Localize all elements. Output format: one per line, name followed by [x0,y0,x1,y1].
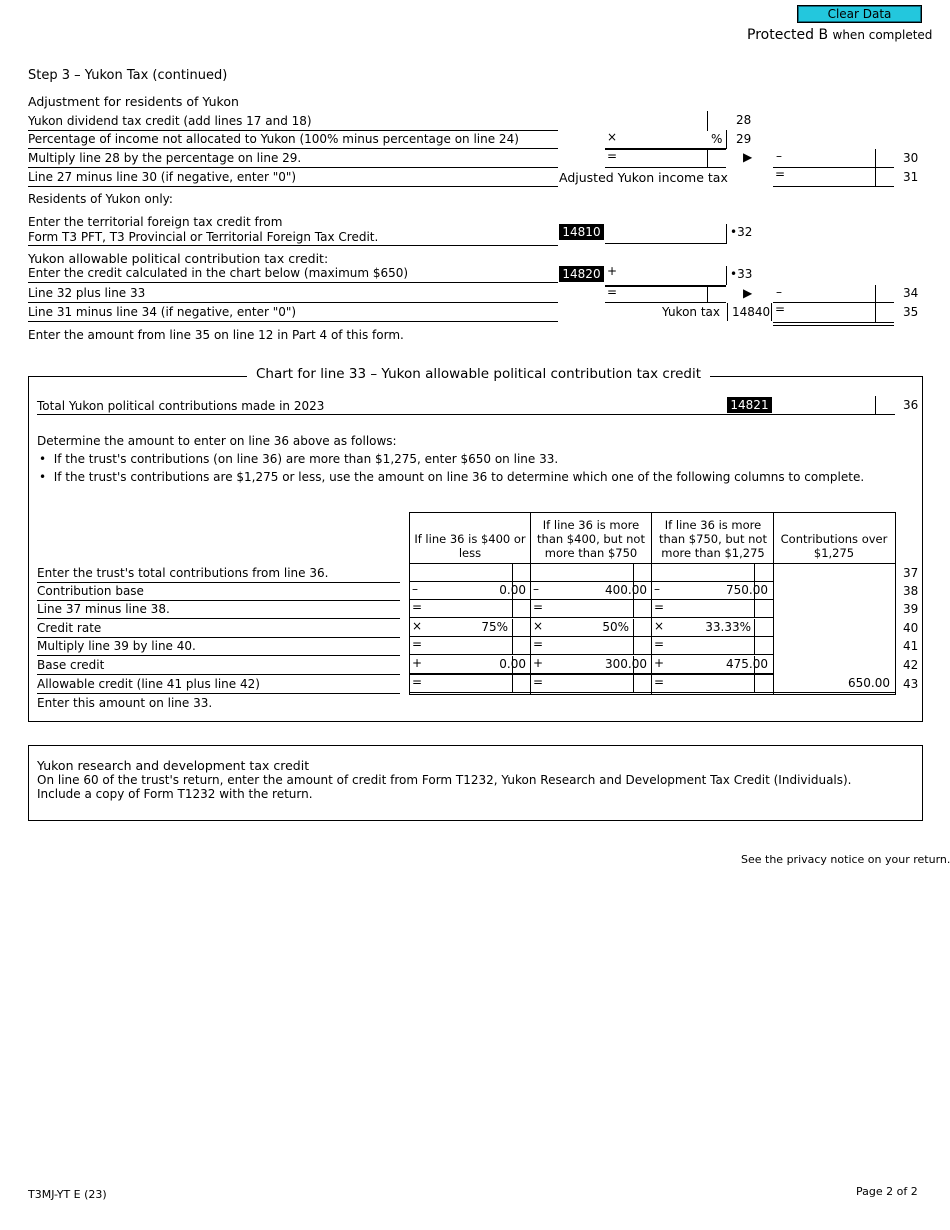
row-label-42: Base credit [37,658,105,672]
line-31-num: 31 [903,170,919,184]
line-33-input[interactable] [620,266,724,284]
line-35-label: Line 31 minus line 34 (if negative, enter "0") [28,305,297,319]
line-35-input[interactable] [790,304,874,321]
row-num-43: 43 [903,677,919,691]
row-38-value-1[interactable]: 0.00 [499,583,526,597]
row-42-op-2: + [533,656,544,670]
political-contribution-heading: Yukon allowable political contribution tax credit: [28,251,329,266]
line-29-input[interactable] [620,131,706,148]
row-41-op-3: = [654,637,665,651]
line-30-op: = [607,149,618,163]
col-header-3: If line 36 is more than $750, but not more than $1,275 [659,518,767,560]
row-num-37: 37 [903,566,919,580]
row-43-op-1: = [412,675,423,689]
row-39-op-2: = [533,600,544,614]
rd-title: Yukon research and development tax credit [37,758,310,773]
col-header-1: If line 36 is $400 or less [414,532,526,560]
bullet-1: • If the trust's contributions (on line 36) are more than $1,275, enter $650 on line 33. [39,452,559,466]
row-40-op-1: × [412,619,423,633]
row-label-39: Line 37 minus line 38. [37,602,170,616]
line-32-input[interactable] [606,224,724,242]
line-35-num: 35 [903,305,919,319]
line-29-label: Percentage of income not allocated to Yukon (100% minus percentage on line 24) [28,132,519,146]
row-40-value-1[interactable]: 75% [481,620,508,634]
determine-text: Determine the amount to enter on line 36 above as follows: [37,434,397,448]
line-31-label: Line 27 minus line 30 (if negative, enter "0") [28,170,297,184]
line-36-code: 14821 [727,397,772,413]
row-num-41: 41 [903,639,919,653]
row-num-42: 42 [903,658,919,672]
adjustment-heading: Adjustment for residents of Yukon [28,94,239,109]
line-29-op: × [607,130,618,144]
col-header-4: Contributions over $1,275 [780,532,888,560]
line-30-label: Multiply line 28 by the percentage on line 29. [28,151,302,165]
row-41-op-2: = [533,637,544,651]
line-30-input[interactable] [790,149,874,167]
row-38-value-3[interactable]: 750.00 [726,583,768,597]
row-40-value-2[interactable]: 50% [602,620,629,634]
protected-b-text: Protected B [747,27,829,43]
line-36-input[interactable] [774,396,874,414]
row-38-op-2: – [533,582,539,596]
line-34-input[interactable] [790,285,874,302]
row-42-value-2[interactable]: 300.00 [605,657,647,671]
line-33-num: •33 [730,267,753,281]
page-number: Page 2 of 2 [856,1185,918,1198]
line-34-op: = [607,285,618,299]
line-30-minus: – [776,149,782,163]
row-label-40: Credit rate [37,621,102,635]
privacy-notice: See the privacy notice on your return. [741,853,950,866]
row-43-op-3: = [654,675,665,689]
row-num-39: 39 [903,602,919,616]
row-42-op-1: + [412,656,423,670]
row-42-op-3: + [654,656,665,670]
line-32-num: •32 [730,225,753,239]
line-33-op: + [607,264,618,278]
line-34-num: 34 [903,286,919,300]
line-29-pct: % [711,132,723,146]
clear-data-button[interactable]: Clear Data [797,5,922,23]
row-43-op-2: = [533,675,544,689]
line-33-code: 14820 [559,266,604,282]
line-28-num: 28 [736,113,752,127]
line-30-num: 30 [903,151,919,165]
row-label-43: Allowable credit (line 41 plus line 42) [37,677,260,691]
row-41-op-1: = [412,637,423,651]
line-36-label: Total Yukon political contributions made in 2023 [37,399,325,413]
line-35-code: 14840 [732,305,771,319]
line-35-op: = [775,302,786,316]
protected-label [747,27,932,43]
bullet-2: • If the trust's contributions are $1,275 or less, use the amount on line 36 to determine which one of the following columns to complete. [39,470,865,484]
line-35-note: Enter the amount from line 35 on line 12 in Part 4 of this form. [28,328,404,342]
line-32-code: 14810 [559,224,604,240]
rd-body: On line 60 of the trust's return, enter the amount of credit from Form T1232, Yukon Research and Development Tax Credit (Individuals). Include a copy of Form T1232 with the return. [37,773,852,801]
line-30-arrow-icon: ▶ [743,150,753,164]
line-32-label-1: Enter the territorial foreign tax credit from [28,215,283,229]
chart-title: Chart for line 33 – Yukon allowable political contribution tax credit [247,366,710,382]
row-40-value-3[interactable]: 33.33% [705,620,751,634]
step-title: Step 3 – Yukon Tax (continued) [28,68,228,83]
row-label-41: Multiply line 39 by line 40. [37,639,196,653]
row-40-op-3: × [654,619,665,633]
line-29-num: 29 [736,132,752,146]
form-id: T3MJ-YT E (23) [28,1188,107,1201]
row-40-op-2: × [533,619,544,633]
line-31-op: = [775,167,786,181]
row-38-op-1: – [412,582,418,596]
line-36-num: 36 [903,398,919,412]
adjusted-yukon-income-tax-label: Adjusted Yukon income tax [559,170,728,185]
line-32-label-2: Form T3 PFT, T3 Provincial or Territorial Foreign Tax Credit. [28,230,379,244]
row-39-op-1: = [412,600,423,614]
when-completed-text: when completed [832,28,933,42]
row-38-op-3: – [654,582,660,596]
residents-only-label: Residents of Yukon only: [28,192,173,206]
row-label-37: Enter the trust's total contributions from line 36. [37,566,329,580]
line-34-arrow-icon: ▶ [743,286,753,300]
enter-on-33-note: Enter this amount on line 33. [37,696,213,710]
line-34-label: Line 32 plus line 33 [28,286,146,300]
row-42-value-1[interactable]: 0.00 [499,657,526,671]
row-39-op-3: = [654,600,665,614]
line-34-minus: – [776,285,782,299]
yukon-tax-label: Yukon tax [662,305,721,319]
row-num-38: 38 [903,584,919,598]
row-43-value-4: 650.00 [848,676,890,690]
col-header-2: If line 36 is more than $400, but not more than $750 [537,518,645,560]
row-42-value-3[interactable]: 475.00 [726,657,768,671]
row-38-value-2[interactable]: 400.00 [605,583,647,597]
line-28-label: Yukon dividend tax credit (add lines 17 and 18) [28,114,312,128]
row-label-38: Contribution base [37,584,144,598]
line-31-input[interactable] [790,168,874,186]
line-33-label: Enter the credit calculated in the chart below (maximum $650) [28,266,409,280]
row-num-40: 40 [903,621,919,635]
line-28-input[interactable] [605,111,707,130]
